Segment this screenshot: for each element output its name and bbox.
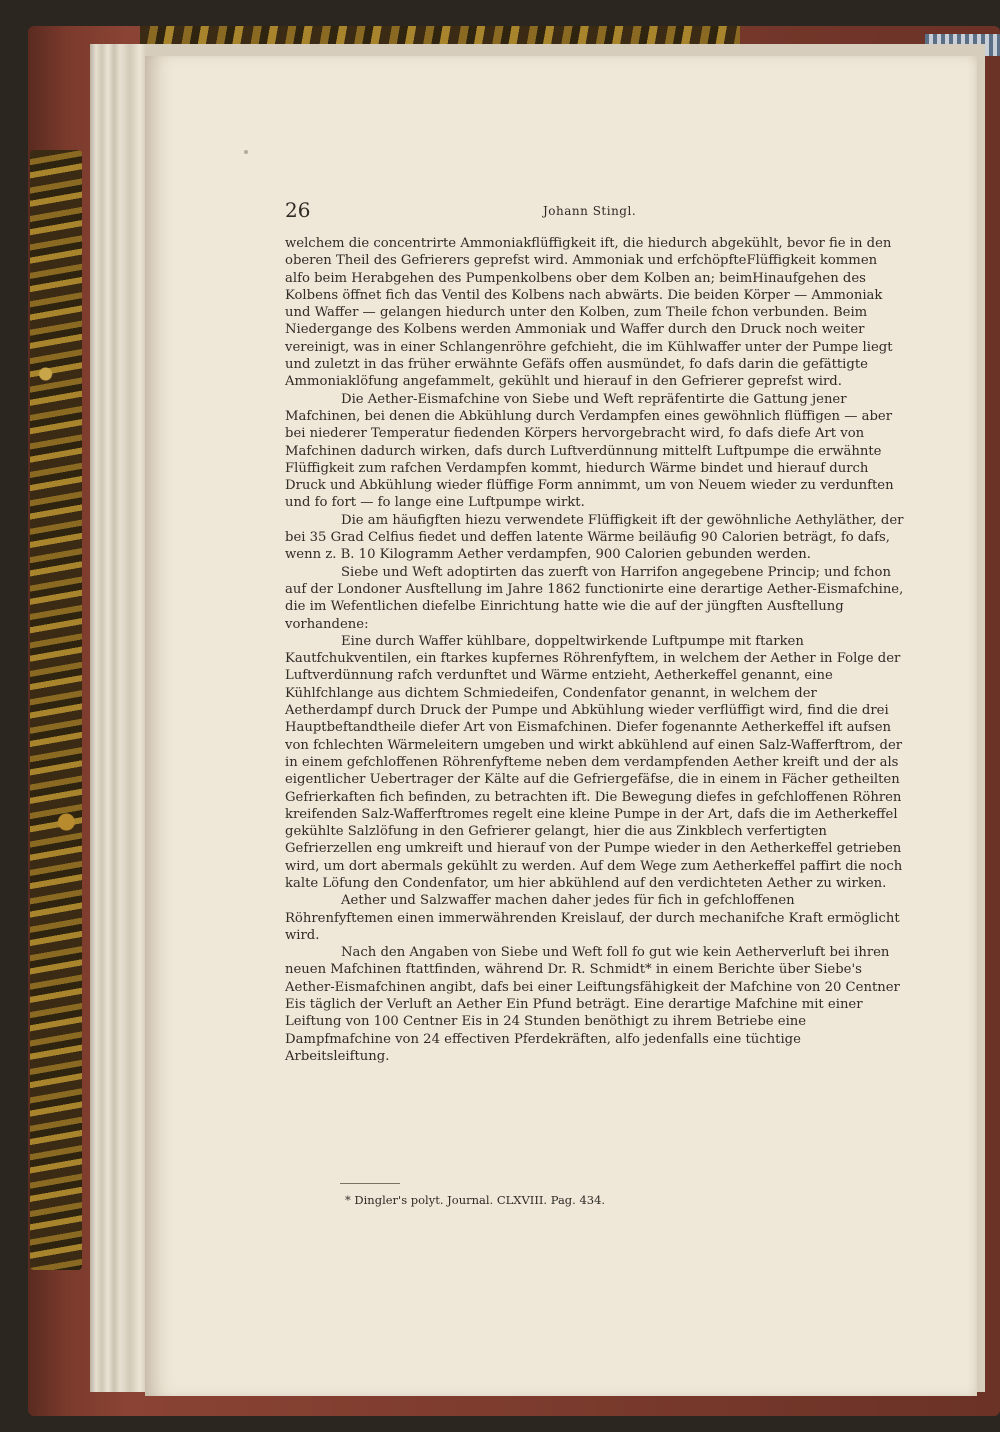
marbled-endpaper bbox=[30, 150, 82, 1270]
paragraph-6: Aether und Salzwaffer machen daher jedes für fich in gefchloffenen Röhrenfyftemen einen immerwährenden Kreislauf, der durch mechanifche Kraft ermöglicht wird. bbox=[285, 893, 900, 943]
footnote: * Dingler's polyt. Journal. CLXVIII. Pag. 434. bbox=[345, 1193, 606, 1207]
footnote-rule bbox=[340, 1183, 400, 1184]
paragraph-5: Eine durch Waffer kühlbare, doppeltwirkende Luftpumpe mit ftarken Kautfchukventilen, ein ftarkes kupfernes Röhrenfyftem, in welchem der Aether in Folge der Luftverdünnung rafch verdunftet und Wärme entzieht, Aetherkeffel genannt, eine Kühlfchlange aus dichtem Schmiedeifen, Condenfator genannt, in welchem der Aetherdampf durch Druck der Pumpe und Abkühlung wieder verflüffigt wird, find die drei Hauptbeftandtheile diefer Art von Eismafchinen. Diefer fogenannte Aetherkeffel ift aufsen von fchlechten Wärmeleitern umgeben und wirkt abkühlend auf einen Salz-Wafferftrom, der in einem gefchloffenen Röhrenfyfteme neben dem verdampfenden Aether kreift und der als eigentlicher Uebertrager der Kälte auf die Gefriergefäfse, die in einem in Fächer getheilten Gefrierkaften fich befinden, zu betrachten ift. Die Bewegung diefes in gefchloffenen Röhren kreifenden Salz-Wafferftromes regelt eine kleine Pumpe in der Art, dafs die im Aetherkeffel gekühlte Salzlöfung in den Gefrierer gelangt, hier die aus Zinkblech verfertigten Gefrierzellen eng umkreift und hierauf von der Pumpe wieder in den Aetherkeffel getrieben wird, um dort abermals gekühlt zu werden. Auf dem Wege zum Aetherkeffel paffirt die noch kalte Löfung den Condenfator, um hier abkühlend auf den verdichteten Aether zu wirken. bbox=[285, 633, 903, 891]
running-title: Johann Stingl. bbox=[543, 204, 637, 218]
page-header bbox=[285, 198, 905, 228]
body-text bbox=[285, 235, 905, 1065]
paper-spot bbox=[244, 150, 248, 154]
paragraph-2: Die Aether-Eismafchine von Siebe und Weft repräfentirte die Gattung jener Mafchinen, bei denen die Abkühlung durch Verdampfen eines gewöhnlich flüffigen — aber bei niederer Temperatur fiedenden Körpers hervorgebracht wird, fo dafs diefe Art von Mafchinen dadurch wirken, dafs durch Luftverdünnung mittelft Luftpumpe die erwähnte Flüffigkeit zum rafchen Verdampfen kommt, hiedurch Wärme bindet und hierauf durch Druck und Abkühlung wieder flüffige Form annimmt, um von Neuem wieder zu verdunften und fo fort — fo lange eine Luftpumpe wirkt. bbox=[285, 391, 894, 511]
paragraph-4: Siebe und Weft adoptirten das zuerft von Harrifon angegebene Princip; und fchon auf der Londoner Ausftellung im Jahre 1862 functionirte eine derartige Aether-Eismafchine, die im Wefentlichen diefelbe Einrichtung hatte wie die auf der jüngften Ausftellung vorhandene: bbox=[285, 564, 904, 632]
paragraph-7: Nach den Angaben von Siebe und Weft foll fo gut wie kein Aetherverluft bei ihren neuen Mafchinen ftattfinden, während Dr. R. Schmidt* in einem Berichte über Siebe's Aether-Eismafchinen angibt, dafs bei einer Leiftungsfähigkeit der Mafchine von 20 Centner Eis täglich der Verluft an Aether Ein Pfund beträgt. Eine derartige Mafchine mit einer Leiftung von 100 Centner Eis in 24 Stunden benöthigt zu ihrem Betriebe eine Dampfmafchine von 24 effectiven Pferdekräften, alfo jedenfalls eine tüchtige Arbeitsleiftung. bbox=[285, 945, 900, 1064]
paragraph-3: Die am häufigften hiezu verwendete Flüffigkeit ift der gewöhnliche Aethyläther, der bei 35 Grad Celfius fiedet und deffen latente Wärme beiläufig 90 Calorien beträgt, fo dafs, wenn z. B. 10 Kilogramm Aether verdampfen, 900 Calorien gebunden werden. bbox=[285, 512, 904, 563]
paragraph-1: welchem die concentrirte Ammoniakflüffigkeit ift, die hiedurch abgekühlt, bevor fie in den oberen Theil des Gefrierers geprefst wird. Ammoniak und erfchöpfteFlüffigkeit kommen alfo beim Herabgehen des Pumpenkolbens ober dem Kolben an; beimHinaufgehen des Kolbens öffnet fich das Ventil des Kolbens nach abwärts. Die beiden Körper — Ammoniak und Waffer — gelangen hiedurch unter den Kolben, zum Theile fchon verbunden. Beim Niedergange des Kolbens werden Ammoniak und Waffer durch den Druck noch weiter vereinigt, was in einer Schlangenröhre gefchieht, die im Kühlwaffer unter der Pumpe liegt und zuletzt in das früher erwähnte Gefäfs offen ausmündet, fo dafs darin die gefättigte Ammoniaklöfung angefammelt, gekühlt und hierauf in den Gefrierer geprefst wird. bbox=[285, 236, 893, 390]
page-number: 26 bbox=[285, 198, 311, 222]
